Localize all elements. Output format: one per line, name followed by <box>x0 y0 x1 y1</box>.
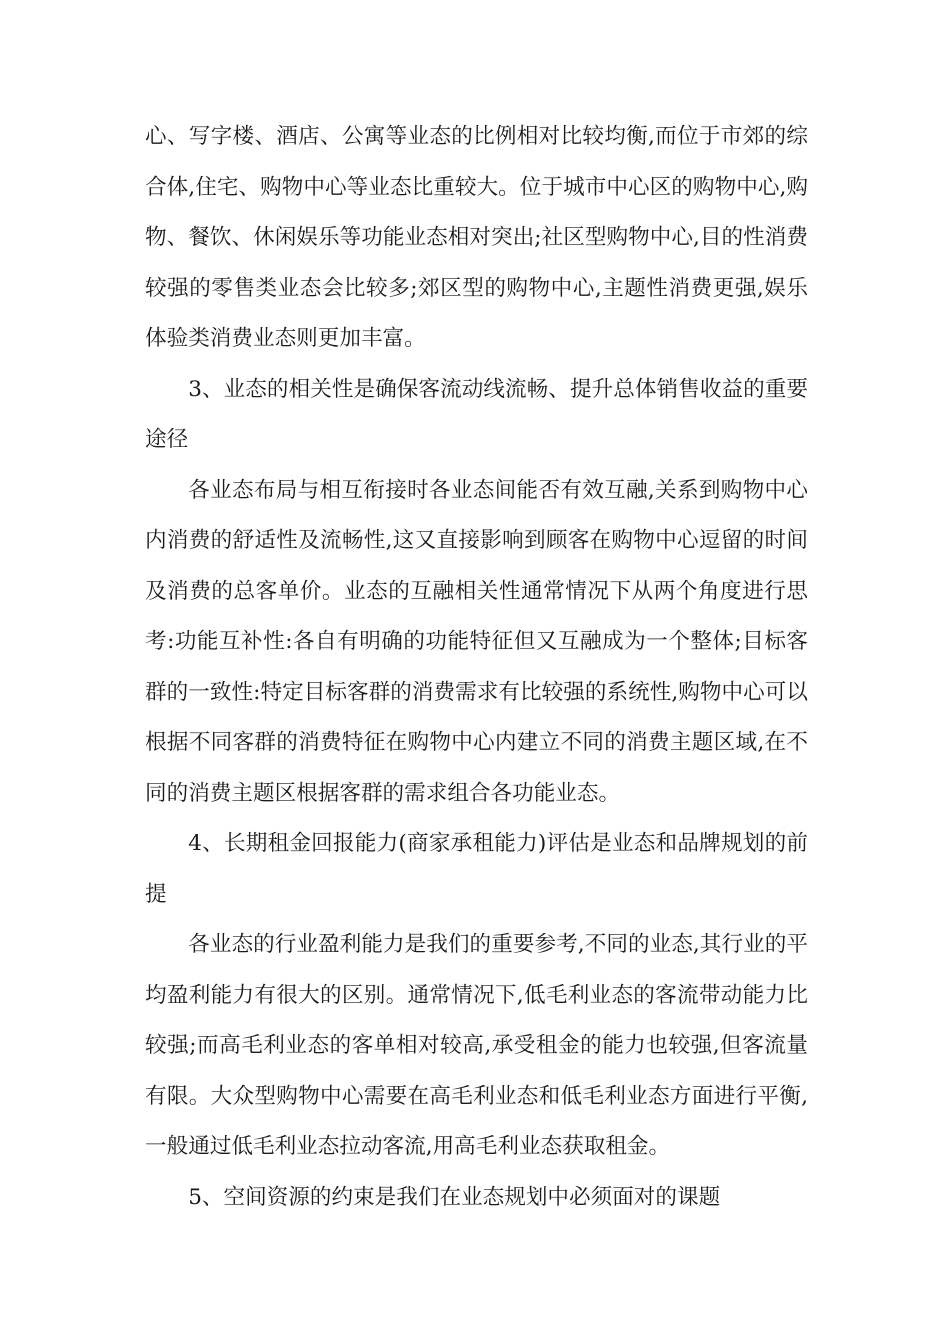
section-heading-3: 3、业态的相关性是确保客流动线流畅、提升总体销售收益的重要途径 <box>145 376 808 452</box>
document-body <box>145 112 808 1223</box>
paragraph-continuation: 心、写字楼、酒店、公寓等业态的比例相对比较均衡,而位于市郊的综合体,住宅、购物中心等业态比重较大。位于城市中心区的购物中心,购物、餐饮、休闲娱乐等功能业态相对突出;社区型购物中心,目的性消费较强的零售类业态会比较多;郊区型的购物中心,主题性消费更强,娱乐体验类消费业态则更加丰富。 <box>145 124 808 351</box>
section-heading-5: 5、空间资源的约束是我们在业态规划中必须面对的课题 <box>188 1184 721 1210</box>
paragraph-body: 各业态布局与相互衔接时各业态间能否有效互融,关系到购物中心内消费的舒适性及流畅性,这又直接影响到顾客在购物中心逗留的时间及消费的总客单价。业态的互融相关性通常情况下从两个角度进行思考:功能互补性:各自有明确的功能特征但又互融成为一个整体;目标客群的一致性:特定目标客群的消费需求有比较强的系统性,购物中心可以根据不同客群的消费特征在购物中心内建立不同的消费主题区域,在不同的消费主题区根据客群的需求组合各功能业态。 <box>145 477 808 806</box>
paragraph-body: 各业态的行业盈利能力是我们的重要参考,不同的业态,其行业的平均盈利能力有很大的区别。通常情况下,低毛利业态的客流带动能力比较强;而高毛利业态的客单相对较高,承受租金的能力也较强,但客流量有限。大众型购物中心需要在高毛利业态和低毛利业态方面进行平衡, 一般通过低毛利业态拉动客流,用高毛利业态获取租金。 <box>145 932 808 1159</box>
section-heading-4: 4、长期租金回报能力(商家承租能力)评估是业态和品牌规划的前提 <box>145 831 808 907</box>
